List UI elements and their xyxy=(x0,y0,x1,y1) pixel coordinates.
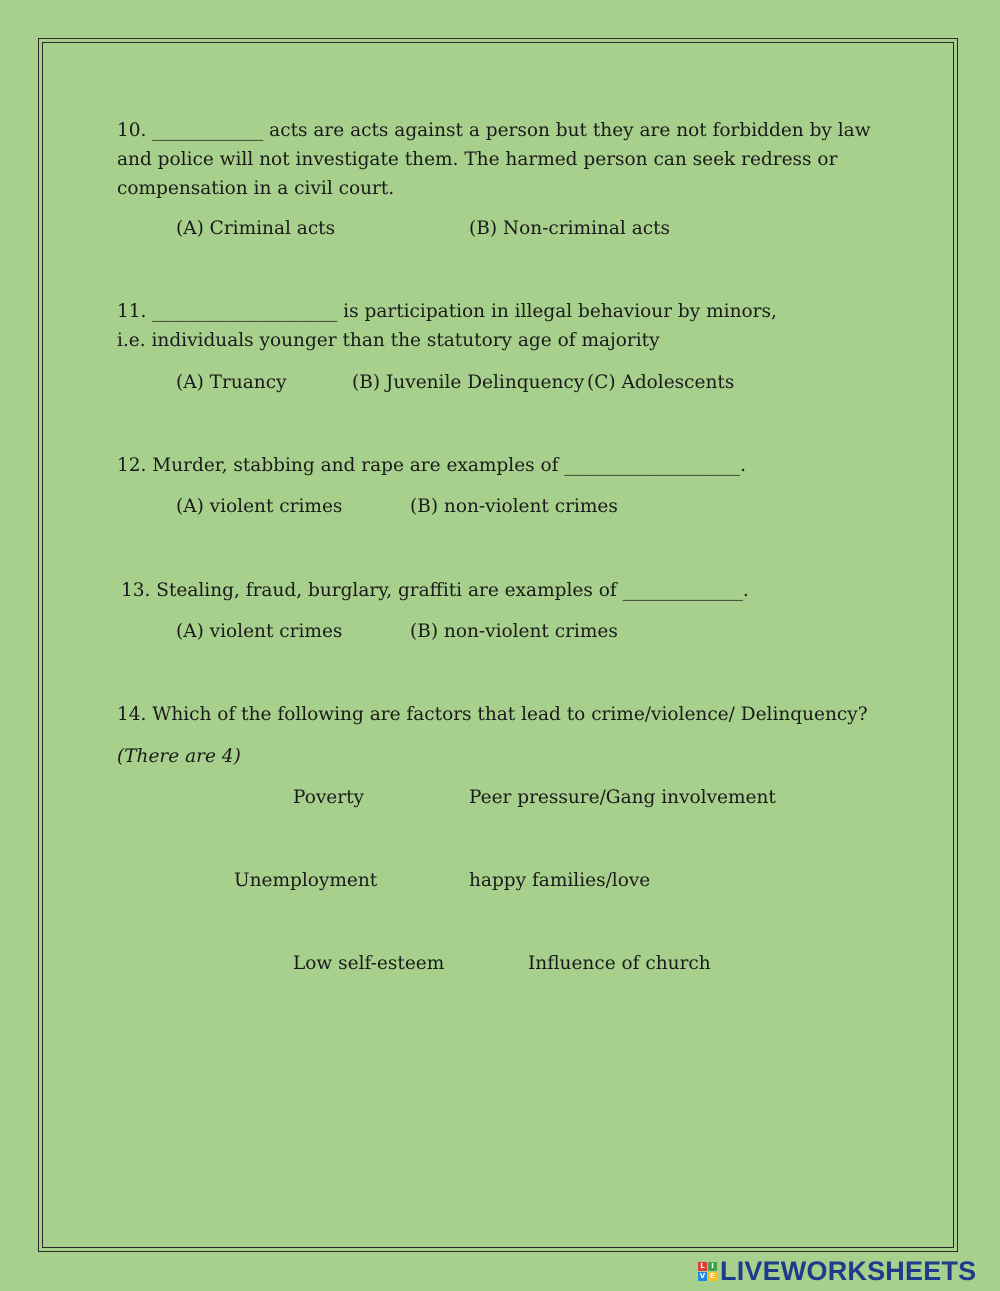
question-13-text: 13. Stealing, fraud, burglary, graffiti are examples of _____________. xyxy=(121,580,749,601)
choice-low-self-esteem[interactable]: Low self-esteem xyxy=(293,953,445,974)
choice-happy-families[interactable]: happy families/love xyxy=(469,870,651,891)
logo-letter-e: E xyxy=(708,1272,717,1281)
liveworksheets-logo-icon xyxy=(698,1262,717,1281)
choice-peer-pressure[interactable]: Peer pressure/Gang involvement xyxy=(469,787,776,808)
question-14-text: 14. Which of the following are factors that lead to crime/violence/ Delinquency? xyxy=(117,704,868,725)
question-11-option-c[interactable]: (C) Adolescents xyxy=(587,372,735,393)
question-10-option-b[interactable]: (B) Non-criminal acts xyxy=(469,218,671,239)
question-12-option-a[interactable]: (A) violent crimes xyxy=(176,496,343,517)
logo-letter-v: V xyxy=(699,1271,706,1280)
question-11-option-a[interactable]: (A) Truancy xyxy=(176,372,287,393)
question-10-option-a[interactable]: (A) Criminal acts xyxy=(176,218,336,239)
question-12-text: 12. Murder, stabbing and rape are examples of ___________________. xyxy=(117,455,747,476)
question-11-option-b[interactable]: (B) Juvenile Delinquency xyxy=(352,372,585,393)
question-12-option-b[interactable]: (B) non-violent crimes xyxy=(410,496,618,517)
liveworksheets-watermark xyxy=(698,1256,976,1286)
question-11-text: 11. ____________________ is participation in illegal behaviour by minors, i.e. individuals younger than the statutory age of majority xyxy=(117,301,777,351)
watermark-text: LIVEWORKSHEETS xyxy=(720,1255,977,1286)
choice-unemployment[interactable]: Unemployment xyxy=(234,870,378,891)
logo-letter-i: I xyxy=(708,1262,717,1271)
logo-letter-l: L xyxy=(698,1262,707,1271)
question-13-option-a[interactable]: (A) violent crimes xyxy=(176,621,343,642)
question-14-note: (There are 4) xyxy=(117,746,241,767)
question-10-text: 10. ____________ acts are acts against a person but they are not forbidden by law and police will not investigate them. The harmed person can seek redress or compensation in a civil court. xyxy=(117,120,871,199)
choice-poverty[interactable]: Poverty xyxy=(293,787,364,808)
choice-influence-of-church[interactable]: Influence of church xyxy=(528,953,711,974)
question-13-option-b[interactable]: (B) non-violent crimes xyxy=(410,621,618,642)
